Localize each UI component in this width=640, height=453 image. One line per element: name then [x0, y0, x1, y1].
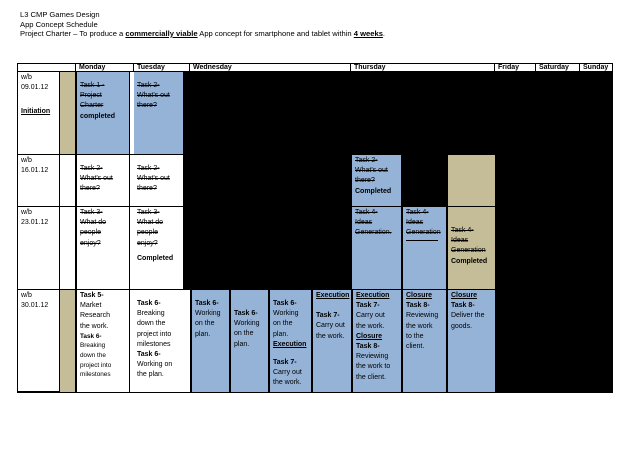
phase-initiation: Initiation [21, 108, 51, 116]
document-header [20, 10, 385, 39]
course-title: L3 CMP Games Design [20, 10, 100, 19]
status-completed: Completed [355, 187, 392, 195]
schedule-title: App Concept Schedule [20, 19, 98, 29]
strip-2 [60, 155, 76, 207]
week-label-3: w/b 23.01.12 [18, 207, 60, 290]
phase-execution: Execution [356, 292, 390, 299]
w4-tuesday-task: Task 6- Breaking down the project into milestones Task 6- Working on the plan. [134, 290, 190, 392]
w4-wednesday-task-c: Task 6- Working on the plan. Execution Task 7- Carry out the work. [269, 290, 311, 392]
phase-execution: Execution [316, 292, 350, 299]
w4-wednesday-task-a: Task 6- Working on the plan. [191, 290, 229, 392]
w2-monday-task: Task 2- What's out there? [77, 155, 129, 207]
header-thursday: Thursday [351, 63, 495, 72]
w4-thursday-task-a: Execution Task 7- Carry out the work. Closure Task 8- Reviewing the work to the client. [352, 290, 401, 392]
phase-closure: Closure [406, 292, 433, 299]
w4-thursday-task-b: Closure Task 8- Reviewing the work to the client. [402, 290, 446, 392]
w2-thursday-tan [447, 155, 495, 207]
w3-thursday-task-a: Task 4- Ideas Generation. [352, 207, 401, 290]
header-tuesday: Tuesday [134, 63, 190, 72]
w3-thursday-task-b: Task 4- Ideas Generation [402, 207, 446, 290]
week-label-2: w/b 16.01.12 [18, 155, 60, 207]
status-completed: Completed [137, 254, 174, 262]
week-label-1: w/b 09.01.12 Initiation [18, 72, 60, 155]
header-monday: Monday [76, 63, 134, 72]
w3-tuesday-task: Task 3- What do people enjoy? Completed [134, 207, 183, 290]
w4-wednesday-task-b: Task 6- Working on the plan. [230, 290, 268, 392]
header-friday: Friday [495, 63, 536, 72]
w1-monday-task: Task 1 - Project Charter completed [77, 72, 129, 155]
phase-closure: Closure [451, 292, 478, 299]
w4-thursday-task-c: Closure Task 8- Deliver the goods. [447, 290, 495, 392]
status-completed: Completed [451, 257, 488, 265]
initiation-strip-1 [60, 72, 76, 155]
w3-monday-task: Task 3- What do people enjoy? [77, 207, 129, 290]
phase-execution: Execution [273, 340, 307, 348]
w4-wednesday-task-d: Execution Task 7- Carry out the work. [312, 290, 351, 392]
w1-tuesday-task: Task 2- What's out there? [134, 72, 183, 155]
w2-thursday-task: Task 2- What's out there? Completed [352, 155, 401, 207]
w3-thursday-task-c: Task 4- Ideas Generation Completed [447, 207, 495, 290]
strip-3 [60, 207, 76, 290]
project-charter: Project Charter – To produce a commercially viable App concept for smartphone and tablet within 4 weeks. [20, 29, 386, 38]
header-saturday: Saturday [536, 63, 580, 72]
w2-tuesday-task: Task 2- What's out there? [134, 155, 183, 207]
week-label-4: w/b 30.01.12 [18, 290, 60, 392]
phase-closure: Closure [356, 332, 383, 340]
header-wednesday: Wednesday [190, 63, 351, 72]
status-completed: completed [80, 112, 116, 120]
header-sunday: Sunday [580, 63, 613, 72]
initiation-strip-4 [60, 290, 76, 392]
header-blank-cell [17, 63, 76, 72]
w4-monday-task: Task 5- Market Research the work. Task 6- Breaking down the project into milestones [77, 290, 129, 392]
